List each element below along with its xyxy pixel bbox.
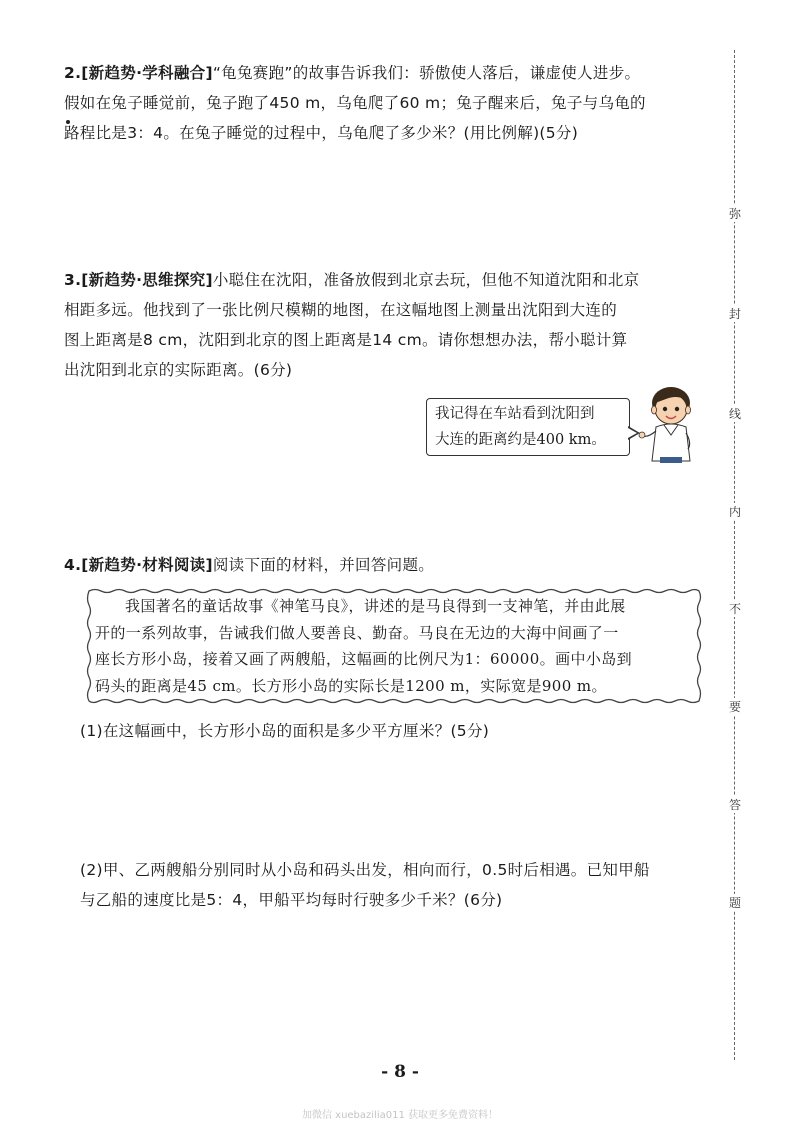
sub-question-2-line-2: 与乙船的速度比是5：4，甲船平均每时行驶多少千米？(6分) <box>80 891 503 909</box>
material-line-4: 码头的距离是45 cm。长方形小岛的实际长是1200 m，实际宽是900 m。 <box>95 676 607 695</box>
problem-number: 2. <box>64 64 82 82</box>
bubble-line-2: 大连的距离约是400 km。 <box>435 432 606 448</box>
boy-illustration <box>638 383 704 463</box>
sub-question-2-line-1: (2)甲、乙两艘船分别同时从小岛和码头出发，相向而行，0.5时后相遇。已知甲船 <box>80 861 650 879</box>
problem-3-line-3: 图上距离是8 cm，沈阳到北京的图上距离是14 cm。请你想想办法，帮小聪计算 <box>64 331 628 349</box>
problem-tag: [新趋势·思维探究] <box>81 271 213 289</box>
problem-4-line-1: 4.[新趋势·材料阅读]阅读下面的材料，并回答问题。 <box>64 556 435 574</box>
seal-char: 题 <box>726 894 744 911</box>
problem-tag: [新趋势·材料阅读] <box>81 556 213 574</box>
seal-char: 答 <box>726 796 744 813</box>
problem-2-line-3: 路程比是3：4。在兔子睡觉的过程中，乌龟爬了多少米？(用比例解)(5分) <box>64 124 579 142</box>
sub-question-2 <box>80 855 720 915</box>
problem-number: 4. <box>64 556 82 574</box>
seal-char: 不 <box>726 600 744 617</box>
bubble-line-1: 我记得在车站看到沈阳到 <box>435 406 595 422</box>
problem-3 <box>64 265 712 385</box>
problem-4 <box>64 550 712 580</box>
seal-char: 线 <box>726 405 744 422</box>
problem-3-line-2: 相距多远。他找到了一张比例尺模糊的地图，在这幅地图上测量出沈阳到大连的 <box>64 301 618 319</box>
problem-number: 3. <box>64 271 82 289</box>
seal-char: 弥 <box>726 205 744 222</box>
reading-material <box>85 587 703 705</box>
material-line-2: 开的一系列故事，告诫我们做人要善良、勤奋。马良在无边的大海中间画了一 <box>95 623 619 642</box>
watermark: 加微信 xuebazilia011 获取更多免费资料！ <box>301 1110 499 1121</box>
problem-tag: [新趋势·学科融合] <box>81 64 213 82</box>
problem-2-line-1: 2.[新趋势·学科融合]“龟兔赛跑”的故事告诉我们：骄傲使人落后，谦虚使人进步。 <box>64 64 641 82</box>
problem-3-line-4: 出沈阳到北京的实际距离。(6分) <box>64 361 293 379</box>
material-line-3: 座长方形小岛，接着又画了两艘船，这幅画的比例尺为1：60000。画中小岛到 <box>95 650 633 668</box>
seal-char: 封 <box>726 305 744 322</box>
bubble-tail-inner <box>628 428 637 438</box>
seal-char: 要 <box>726 698 744 715</box>
speech-bubble <box>426 398 630 456</box>
sub-question-1-line-1: (1)在这幅画中，长方形小岛的面积是多少平方厘米？(5分) <box>80 722 490 740</box>
sub-question-1 <box>80 716 720 746</box>
problem-2-line-2: 假如在兔子睡觉前，兔子跑了450 m，乌龟爬了60 m；兔子醒来后，兔子与乌龟的 <box>64 94 646 112</box>
page-number: - 8 - <box>381 1062 419 1082</box>
problem-2 <box>64 58 712 148</box>
margin-dot <box>66 120 70 124</box>
material-line-1: 我国著名的童话故事《神笔马良》，讲述的是马良得到一支神笔，并由此展 <box>125 597 626 615</box>
seal-char: 内 <box>726 503 744 520</box>
problem-3-line-1: 3.[新趋势·思维探究]小聪住在沈阳，准备放假到北京去玩，但他不知道沈阳和北京 <box>64 271 640 289</box>
